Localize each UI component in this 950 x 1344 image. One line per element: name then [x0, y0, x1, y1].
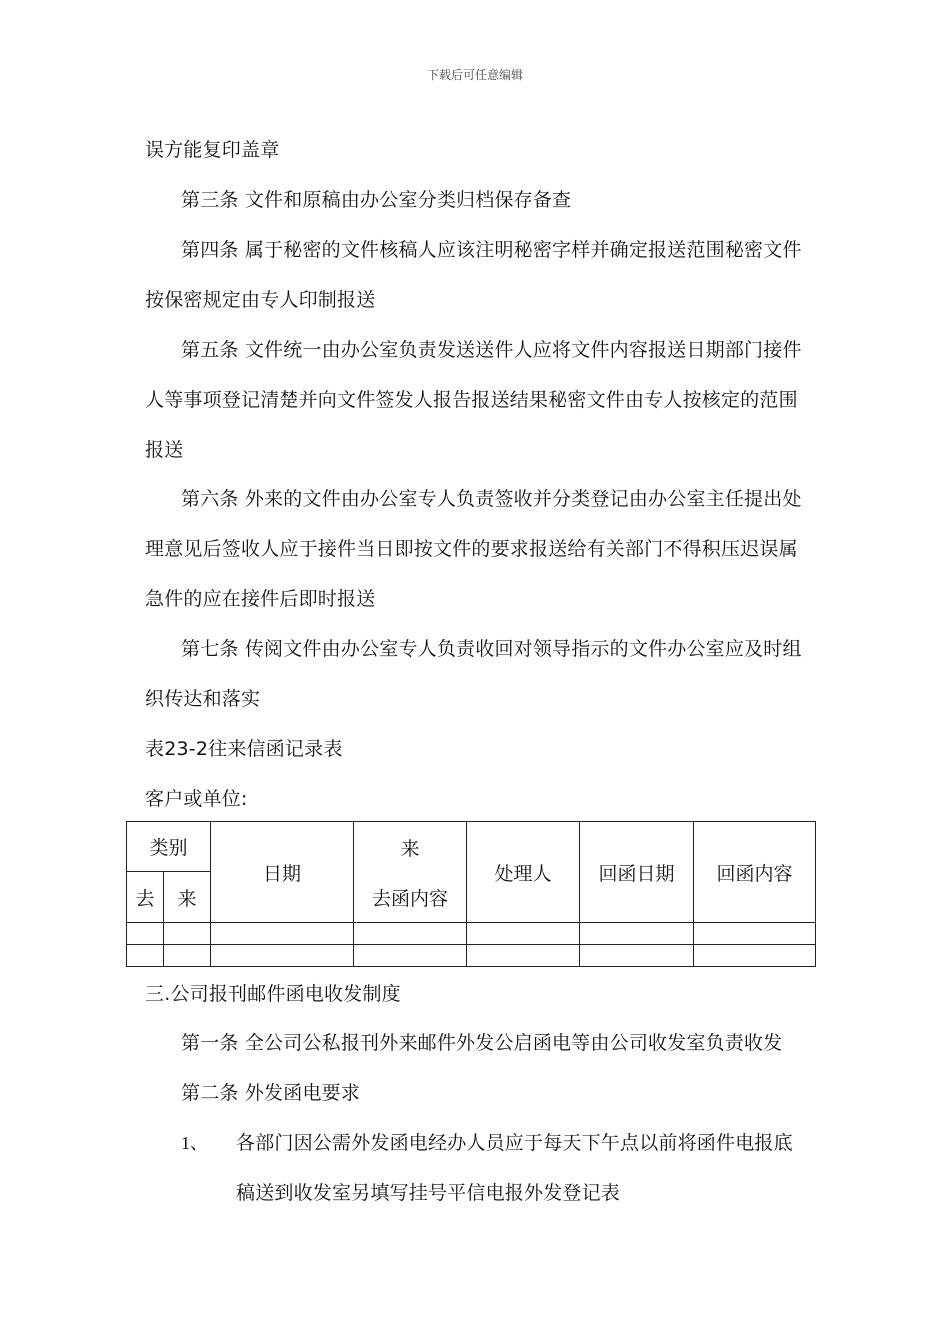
header-category: 类别	[127, 822, 211, 872]
text-line: 人等事项登记清楚并向文件签发人报告报送结果秘密文件由专人按核定的范围	[145, 389, 798, 411]
correspondence-table	[126, 821, 816, 967]
article-5: 第五条 文件统一由办公室负责发送送件人应将文件内容报送日期部门接件	[181, 339, 802, 361]
text-line: 织传达和落实	[145, 688, 261, 710]
page-header: 下载后可任意编辑	[426, 68, 523, 82]
article-4: 第四条 属于秘密的文件核稿人应该注明秘密字样并确定报送范围秘密文件	[181, 239, 802, 261]
table-title: 表23-2往来信函记录表	[145, 738, 343, 760]
text-line: 误方能复印盖章	[145, 139, 280, 161]
list-number: 1、	[181, 1133, 208, 1153]
header-come: 来	[164, 872, 211, 923]
client-label: 客户或单位:	[145, 788, 248, 810]
text-line: 急件的应在接件后即时报送	[145, 588, 376, 610]
header-handler: 处理人	[467, 822, 580, 923]
header-date: 日期	[211, 822, 354, 923]
article-3: 第三条 文件和原稿由办公室分类归档保存备查	[181, 189, 572, 211]
list-item-text: 各部门因公需外发函电经办人员应于每天下午点以前将函件电报底	[236, 1132, 793, 1154]
header-content	[354, 822, 467, 923]
table-row	[127, 923, 816, 945]
header-reply-date: 回函日期	[580, 822, 694, 923]
list-item-text: 稿送到收发室另填写挂号平信电报外发登记表	[236, 1182, 621, 1204]
section-title: 三.公司报刊邮件函电收发制度	[145, 983, 401, 1005]
text-line: 按保密规定由专人印制报送	[145, 289, 376, 311]
text-line: 理意见后签收人应于接件当日即按文件的要求报送给有关部门不得积压迟误属	[145, 538, 798, 560]
article-6: 第六条 外来的文件由办公室专人负责签收并分类登记由办公室主任提出处	[181, 488, 802, 510]
header-content-top: 来	[400, 837, 420, 860]
article-2: 第二条 外发函电要求	[181, 1082, 361, 1104]
article-7: 第七条 传阅文件由办公室专人负责收回对领导指示的文件办公室应及时组	[181, 638, 802, 660]
article-1: 第一条 全公司公私报刊外来邮件外发公启函电等由公司收发室负责收发	[181, 1032, 783, 1054]
header-content-bottom: 去函内容	[372, 887, 449, 910]
text-line: 报送	[145, 439, 184, 461]
header-reply-content: 回函内容	[694, 822, 816, 923]
table-row	[127, 945, 816, 967]
header-go: 去	[127, 872, 164, 923]
